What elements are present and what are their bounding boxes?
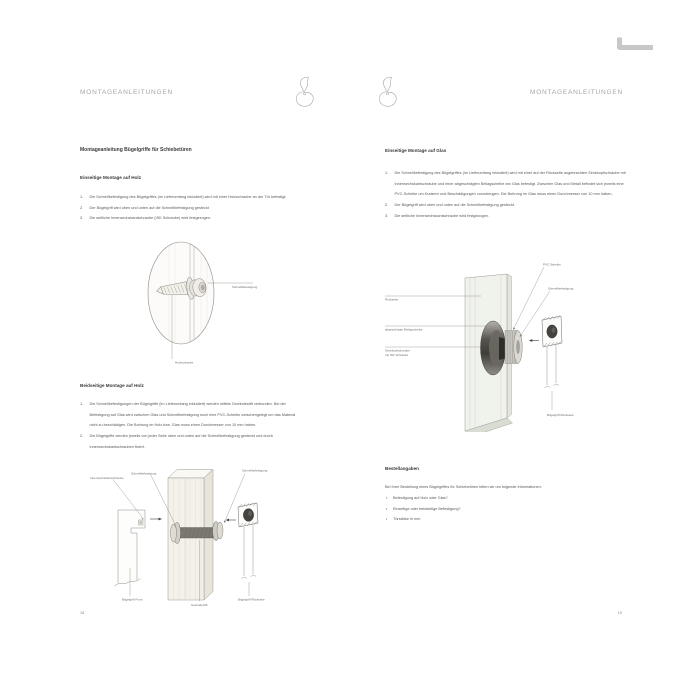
handle-back-plate: [542, 316, 562, 348]
step-item: [80, 399, 298, 431]
step-number: 2.: [80, 434, 84, 439]
diagram-label-pvc-scheibe: PVC Scheibe: [543, 262, 561, 267]
step-item: [385, 200, 628, 211]
step-text: Der Bügelgriff wird oben und unten auf die Schnellbefestigung gesteckt.: [394, 203, 515, 208]
left-page-header: MONTAGEANLEITUNGEN: [80, 89, 174, 96]
page-title: Montageanleitung Bügelgriffe für Schiebetüren: [80, 147, 192, 153]
step-item: [385, 211, 628, 222]
diagram-label-beilagscheibe: abgeschrägte Beilagscheibe: [385, 327, 423, 332]
logo-icon: [377, 76, 399, 108]
bullet-text: Befestigung auf Holz oder Glas?: [393, 496, 448, 500]
diagram-label-buegelgriff-rueckseite: Bügelgriff Rückseite: [547, 413, 574, 417]
diagram-label-senkkopfschraube-1: Senkkopfschraube: [385, 348, 410, 353]
step-item: [385, 168, 628, 200]
step-item: [80, 431, 298, 452]
step-number: 1.: [385, 171, 389, 175]
step-list-einseitig-glas: [385, 168, 628, 222]
right-page-header: MONTAGEANLEITUNGEN: [529, 89, 623, 96]
step-text: Die Schnellbefestigung des Bügelgriffes (im Lieferumfang inkludiert) wird mit einer Holzschraube an der Tür befestigt.: [89, 195, 287, 199]
diagram-label-schnellbefestigung: Schnellbefestigung: [232, 284, 258, 289]
step-number: 2.: [385, 203, 389, 208]
diagram-label-innensechskantschraube: Innensechskantschraube: [90, 476, 124, 480]
diagram-label-schnellbefestigung-right: Schnellbefestigung: [242, 468, 268, 473]
diagram-label-buegelgriff-rueckseite: Bügelgriff Rückseite: [238, 597, 265, 602]
logo-icon: [294, 76, 316, 108]
bullet-marker: •: [386, 517, 388, 521]
diagram-label-buegelgriff-front: Bügelgriff Front: [122, 597, 143, 602]
bullet-marker: •: [386, 506, 388, 511]
hex-key-icon: [612, 33, 658, 55]
diagram-label-holzschraube: Holzschraube: [175, 360, 194, 365]
glass-mounting-diagram: [380, 252, 620, 432]
list-item: [385, 514, 628, 525]
step-number: 2.: [80, 205, 84, 210]
bullet-marker: •: [386, 496, 388, 500]
section-heading-beidseitig-holz: Beidseitige Montage auf Holz: [80, 383, 144, 388]
bullet-text: Türstärke in mm: [393, 517, 421, 521]
step-item: [80, 203, 298, 214]
step-text: Die Bügelgriffe werden jeweils von jeder Seite oben und unten auf die Schnellbefestigung gesteckt und durch Innensechskantschrauben fixiert.: [89, 434, 273, 449]
order-intro-text: Bei Ihrer Bestellung eines Bügelgriffes für Schiebetüren bitten wir um folgende Informationen:: [385, 485, 542, 489]
diagram-label-gewindestift: Gewindestift: [191, 603, 208, 607]
step-text: Die seitliche Innensechskantschraube (ISK Schraube) wird festgezogen.: [89, 216, 212, 221]
step-text: Die Schnellbefestigungen der Bügelgriffe (im Lieferumfang inkludiert) werden mittels Gewindestift verbunden. Bei der Befestigung auf Glas wird zwischen Glas und Schnellbefestigung noch eine PVC-Scheibe zwischengelegt um das Material nicht zu beschädigen. Die Bohrung im Holz bzw. Glas muss einen Durchmesser von 10 mm haben.: [89, 402, 296, 428]
step-text: Der Bügelgriff wird oben und unten auf die Schnellbefestigung gesteckt: [89, 205, 209, 210]
list-item: [385, 504, 628, 515]
step-number: 1.: [80, 402, 84, 406]
diagram-label-schnellbefestigung: Schnellbefestigung: [548, 286, 574, 291]
handle-back-plate: [238, 503, 258, 527]
fastener-stack-graphic: [505, 331, 522, 364]
diagram-label-rueckseite: Rückseite: [385, 297, 399, 302]
step-list-beidseitig-holz: [80, 399, 298, 453]
diagram-label-senkkopfschraube-2: mit ISK Schraube: [385, 353, 409, 357]
page-number: 19: [617, 611, 622, 615]
step-number: 3.: [80, 216, 84, 221]
section-heading-bestellangaben: Bestellangaben: [385, 466, 419, 471]
diagram-label-schnellbefestigung-left: Schnellbefestigung: [131, 471, 157, 476]
step-text: Die Schnellbefestigung des Bügelgriffes (im Lieferumfang inkludiert) wird mit einer auf der Rückseite angebrachten Senkkopfschraube mit Innensechskantschraube und einer abgeschrägten Beilagscheibe am Glas befestigt. Zwischen Glas und Metall befindet sich jeweils eine PVC-Scheibe um Kratzern und Beschädigungen vorzubeugen. Die Bohrung im Glas muss einen Durchmesser von 10 mm haben.: [394, 171, 626, 197]
section-heading-einseitig-glas: Einseitige Montage auf Glas: [385, 148, 447, 153]
step-text: Die seitliche Innensechskantschraube wird festgezogen.: [394, 213, 490, 218]
step-number: 3.: [385, 213, 389, 218]
order-bullet-list: [385, 493, 628, 525]
step-item: [80, 213, 298, 224]
step-list-einseitig-holz: [80, 192, 298, 224]
screw-fastener-diagram: [115, 232, 265, 367]
step-item: [80, 192, 298, 203]
step-number: 1.: [80, 195, 84, 199]
bullet-text: Einseitige oder beidseitige Befestigung?: [393, 506, 461, 511]
section-heading-einseitig-holz: Einseitige Montage auf Holz: [80, 175, 141, 180]
page-number: 18: [80, 611, 85, 615]
list-item: [385, 493, 628, 504]
post-mounting-diagram: [78, 460, 278, 612]
